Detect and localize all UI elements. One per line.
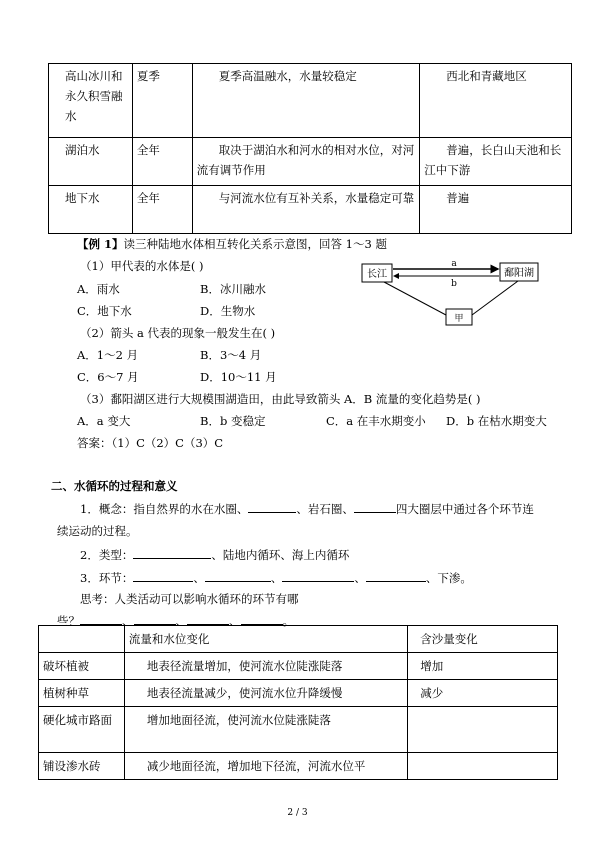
table-cell: 取决于湖泊水和河水的相对水位，对河流有调节作用	[192, 138, 420, 186]
table-header: 流量和水位变化	[124, 626, 407, 653]
fill-blank[interactable]	[80, 612, 122, 625]
answer: 答案：（1）C（2）C（3）C	[77, 436, 224, 450]
fill-blank[interactable]	[134, 612, 176, 625]
table-cell: 地下水	[49, 186, 133, 234]
text: 、	[270, 571, 283, 585]
table-cell: 地表径流量减少，使河流水位升降缓慢	[124, 680, 407, 707]
example-intro-text: 读三种陆地水体相互转化关系示意图，回答 1～3 题	[123, 237, 387, 251]
think-line: 思考：人类活动可以影响水循环的环节有哪	[80, 592, 299, 606]
text: 、	[122, 614, 134, 628]
table-header-row	[39, 626, 558, 653]
text: 、	[175, 614, 187, 628]
option: B．b 变稳定	[200, 414, 266, 428]
concept-line-2: 续运动的过程。	[57, 524, 138, 538]
option: A．雨水	[77, 282, 120, 296]
option: D．生物水	[200, 304, 256, 318]
table-cell: 地表径流量增加，使河流水位陡涨陡落	[124, 653, 407, 680]
table-row	[39, 707, 558, 753]
option: D．10～11 月	[200, 370, 277, 384]
table-cell: 破坏植被	[39, 653, 125, 680]
table-cell: 夏季高温融水，水量较稳定	[192, 64, 420, 138]
fill-blank[interactable]	[133, 546, 211, 559]
option: C．6～7 月	[77, 370, 139, 384]
table-row	[49, 138, 572, 186]
text: 、	[354, 571, 366, 585]
table-cell	[408, 753, 558, 780]
types-line	[80, 546, 349, 563]
example-label: 【例 1】	[77, 237, 124, 251]
text: 。	[282, 614, 294, 628]
table-cell: 夏季	[132, 64, 192, 138]
example-intro	[77, 236, 387, 252]
table-cell: 湖泊水	[49, 138, 133, 186]
water-conversion-diagram	[358, 255, 543, 333]
table-row	[39, 653, 558, 680]
text: 、	[229, 614, 241, 628]
option: D．b 在枯水期变大	[446, 414, 547, 428]
option: A．1～2 月	[77, 348, 139, 362]
fill-blank[interactable]	[282, 569, 354, 582]
table-cell: 与河流水位有互补关系，水量稳定可靠	[192, 186, 420, 234]
question-3: （3）鄱阳湖区进行大规模围湖造田，由此导致箭头 A．B 流量的变化趋势是( )	[80, 392, 481, 406]
option: B．冰川融水	[200, 282, 266, 296]
link-right	[472, 281, 518, 315]
arrow-b-label: b	[451, 279, 457, 289]
text: 、陆地内循环、海上内循环	[211, 548, 350, 562]
text: 、下渗。	[425, 571, 472, 585]
table-row	[39, 753, 558, 780]
text: 四大圈层中通过各个环节连	[395, 502, 534, 516]
text: 1．概念：指自然界的水在水圈、	[80, 502, 249, 516]
text: 3．环节：	[80, 571, 134, 585]
table-cell: 西北和青藏地区	[420, 64, 572, 138]
table-cell: 硬化城市路面	[39, 707, 125, 753]
table-cell: 全年	[132, 138, 192, 186]
human-impact-table	[38, 625, 558, 780]
fill-blank[interactable]	[133, 569, 193, 582]
jia-label: 甲	[454, 314, 464, 324]
table-cell: 增加	[408, 653, 558, 680]
concept-line	[80, 500, 534, 517]
table-cell: 植树种草	[39, 680, 125, 707]
text: 、岩石圈、	[296, 502, 354, 516]
option: C．地下水	[77, 304, 132, 318]
section-heading: 二、水循环的过程和意义	[51, 479, 178, 493]
water-source-table	[48, 63, 572, 234]
fill-blank[interactable]	[366, 569, 426, 582]
fill-blank[interactable]	[248, 500, 296, 513]
option: C．a 在丰水期变小	[326, 414, 426, 428]
fill-blank[interactable]	[354, 500, 396, 513]
table-cell: 减少	[408, 680, 558, 707]
table-row	[39, 680, 558, 707]
table-row	[49, 64, 572, 138]
table-cell: 普遍	[420, 186, 572, 234]
table-row	[49, 186, 572, 234]
table-cell: 高山冰川和永久积雪融水	[49, 64, 133, 138]
arrow-a-label: a	[451, 259, 457, 269]
links-line	[80, 569, 472, 586]
question-1: （1）甲代表的水体是( )	[80, 259, 204, 273]
table-cell: 全年	[132, 186, 192, 234]
fill-blank[interactable]	[187, 612, 229, 625]
table-cell: 普遍，长白山天池和长江中下游	[420, 138, 572, 186]
fill-blank[interactable]	[205, 569, 271, 582]
table-cell	[408, 707, 558, 753]
text: 些？	[57, 614, 80, 628]
poyang-label: 鄱阳湖	[504, 268, 534, 279]
option: B．3～4 月	[200, 348, 262, 362]
table-cell: 增加地面径流，使河流水位陡涨陡落	[124, 707, 407, 753]
table-header: 含沙量变化	[408, 626, 558, 653]
text: 2．类型：	[80, 548, 134, 562]
yangtze-label: 长江	[367, 269, 387, 280]
table-cell: 减少地面径流，增加地下径流，河流水位平	[124, 753, 407, 780]
link-left	[384, 282, 446, 315]
page-number: 2 / 3	[287, 808, 308, 818]
text: 、	[193, 571, 205, 585]
fill-blank[interactable]	[241, 612, 283, 625]
option: A．a 变大	[77, 414, 131, 428]
table-cell: 铺设渗水砖	[39, 753, 125, 780]
question-2: （2）箭头 a 代表的现象一般发生在( )	[80, 326, 276, 340]
table-header	[39, 626, 125, 653]
